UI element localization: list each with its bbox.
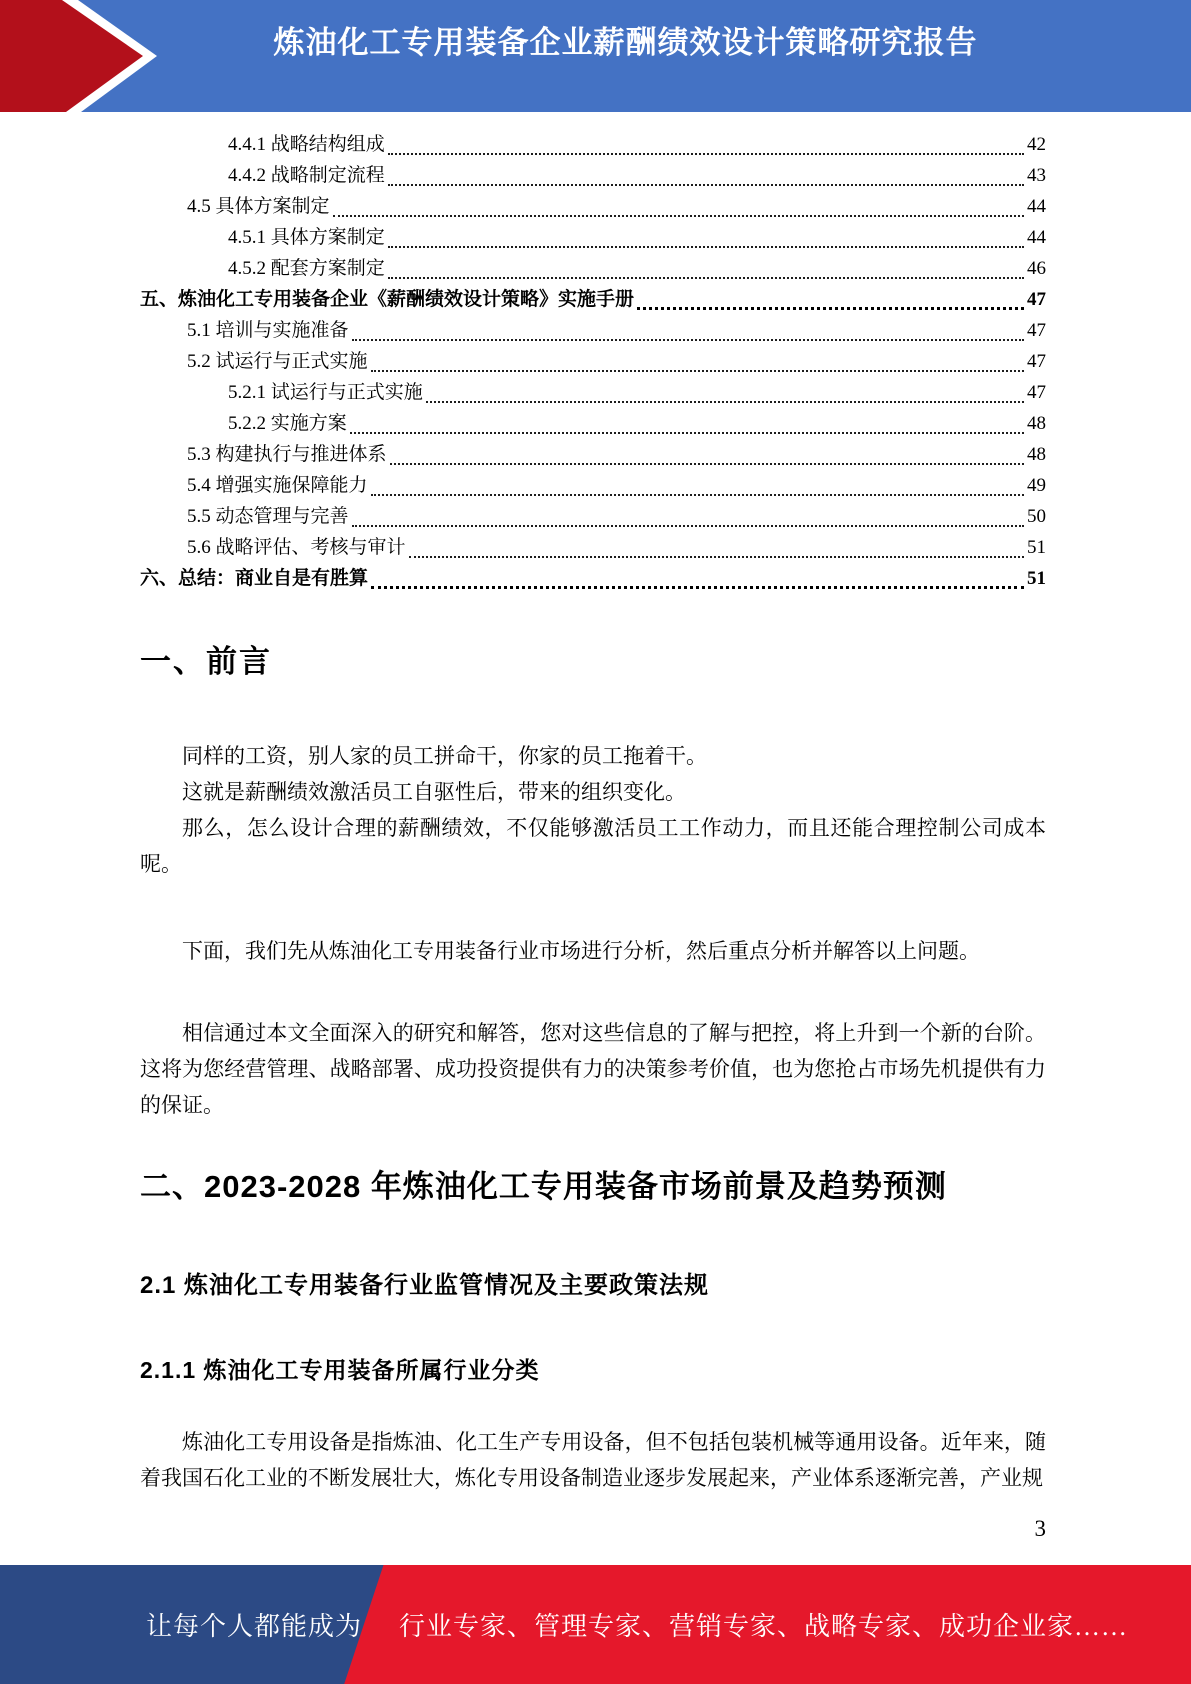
toc-entry	[140, 532, 1046, 563]
toc-entry	[140, 501, 1046, 532]
toc-leader-dots	[388, 277, 1024, 279]
toc-entry-page: 44	[1027, 227, 1046, 248]
toc-entry-label: 六、总结：商业自是有胜算	[140, 568, 369, 589]
preface-paragraph: 这就是薪酬绩效激活员工自驱性后，带来的组织变化。	[182, 780, 686, 804]
toc-entry	[140, 160, 1046, 191]
toc-leader-dots	[371, 370, 1024, 372]
toc-entry-label: 5.1 培训与实施准备	[187, 320, 349, 341]
section-heading-preface: 一、前言	[140, 644, 272, 679]
toc-entry	[140, 315, 1046, 346]
toc-entry-page: 46	[1027, 258, 1046, 279]
toc-leader-dots	[409, 556, 1024, 558]
toc-entry-page: 43	[1027, 165, 1046, 186]
toc-entry	[140, 253, 1046, 284]
page-number: 3	[1034, 1516, 1046, 1541]
header-band	[0, 0, 1191, 112]
toc-entry-page: 44	[1027, 196, 1046, 217]
report-title: 炼油化工专用装备企业薪酬绩效设计策略研究报告	[273, 25, 978, 60]
toc-entry-label: 5.5 动态管理与完善	[187, 506, 349, 527]
footer-slogan-left: 让每个人都能成为	[146, 1612, 363, 1641]
toc-leader-dots	[388, 184, 1024, 186]
toc-entry-page: 47	[1027, 320, 1046, 341]
toc-leader-dots	[350, 432, 1024, 434]
toc-leader-dots	[388, 153, 1024, 155]
toc-entry	[140, 284, 1046, 315]
toc-entry-label: 5.2.1 试运行与正式实施	[228, 382, 423, 403]
toc-entry-page: 47	[1027, 289, 1046, 310]
preface-paragraph: 同样的工资，别人家的员工拼命干，你家的员工拖着干。	[182, 744, 707, 768]
toc-entry-page: 47	[1027, 351, 1046, 372]
subsection-heading-2-1: 2.1 炼油化工专用装备行业监管情况及主要政策法规	[140, 1272, 710, 1299]
toc-entry-label: 4.5.1 具体方案制定	[228, 227, 385, 248]
toc-entry-page: 50	[1027, 506, 1046, 527]
toc-entry-page: 48	[1027, 413, 1046, 434]
toc-leader-dots	[426, 401, 1024, 403]
toc-leader-dots	[637, 307, 1024, 310]
toc-entry-page: 48	[1027, 444, 1046, 465]
toc-entry-label: 4.5 具体方案制定	[187, 196, 330, 217]
subsection-heading-2-1-1: 2.1.1 炼油化工专用装备所属行业分类	[140, 1357, 540, 1383]
toc-entry-page: 42	[1027, 134, 1046, 155]
toc-leader-dots	[390, 463, 1024, 465]
toc-leader-dots	[371, 494, 1024, 496]
toc-leader-dots	[352, 525, 1024, 527]
section-heading-market: 二、2023-2028 年炼油化工专用装备市场前景及趋势预测	[140, 1169, 947, 1204]
toc-leader-dots	[352, 339, 1024, 341]
toc-entry-page: 47	[1027, 382, 1046, 403]
toc-entry-label: 五、炼油化工专用装备企业《薪酬绩效设计策略》实施手册	[140, 289, 635, 310]
toc-leader-dots	[333, 215, 1024, 217]
toc-entry-page: 51	[1027, 568, 1046, 589]
toc-entry-label: 5.4 增强实施保障能力	[187, 475, 368, 496]
toc-entry	[140, 470, 1046, 501]
toc-entry-page: 49	[1027, 475, 1046, 496]
table-of-contents	[140, 129, 1046, 594]
footer-slogan-right: 行业专家、管理专家、营销专家、战略专家、成功企业家……	[399, 1612, 1129, 1641]
toc-entry-label: 5.2.2 实施方案	[228, 413, 347, 434]
toc-entry	[140, 346, 1046, 377]
toc-entry-label: 5.6 战略评估、考核与审计	[187, 537, 406, 558]
toc-entry-label: 5.2 试运行与正式实施	[187, 351, 368, 372]
toc-entry	[140, 377, 1046, 408]
toc-leader-dots	[388, 246, 1024, 248]
toc-entry	[140, 563, 1046, 594]
toc-entry	[140, 222, 1046, 253]
page-content	[140, 112, 1046, 1544]
preface-paragraph: 相信通过本文全面深入的研究和解答，您对这些信息的了解与把控，将上升到一个新的台阶。这将为您经营管理、战略部署、成功投资提供有力的决策参考价值，也为您抢占市场先机提供有力的保证。	[140, 1021, 1046, 1117]
toc-entry	[140, 408, 1046, 439]
toc-entry-label: 4.4.1 战略结构组成	[228, 134, 385, 155]
toc-entry-label: 4.5.2 配套方案制定	[228, 258, 385, 279]
toc-entry	[140, 439, 1046, 470]
toc-entry	[140, 129, 1046, 160]
toc-entry-page: 51	[1027, 537, 1046, 558]
toc-entry-label: 4.4.2 战略制定流程	[228, 165, 385, 186]
preface-paragraph: 那么，怎么设计合理的薪酬绩效，不仅能够激活员工工作动力，而且还能合理控制公司成本呢。	[140, 816, 1046, 876]
toc-entry	[140, 191, 1046, 222]
preface-paragraph: 下面，我们先从炼油化工专用装备行业市场进行分析，然后重点分析并解答以上问题。	[182, 939, 980, 963]
toc-leader-dots	[371, 586, 1024, 589]
toc-entry-label: 5.3 构建执行与推进体系	[187, 444, 387, 465]
market-paragraph: 炼油化工专用设备是指炼油、化工生产专用设备，但不包括包装机械等通用设备。近年来，随着我国石化工业的不断发展壮大，炼化专用设备制造业逐步发展起来，产业体系逐渐完善，产业规	[140, 1430, 1046, 1490]
page-footer	[0, 1565, 1191, 1684]
